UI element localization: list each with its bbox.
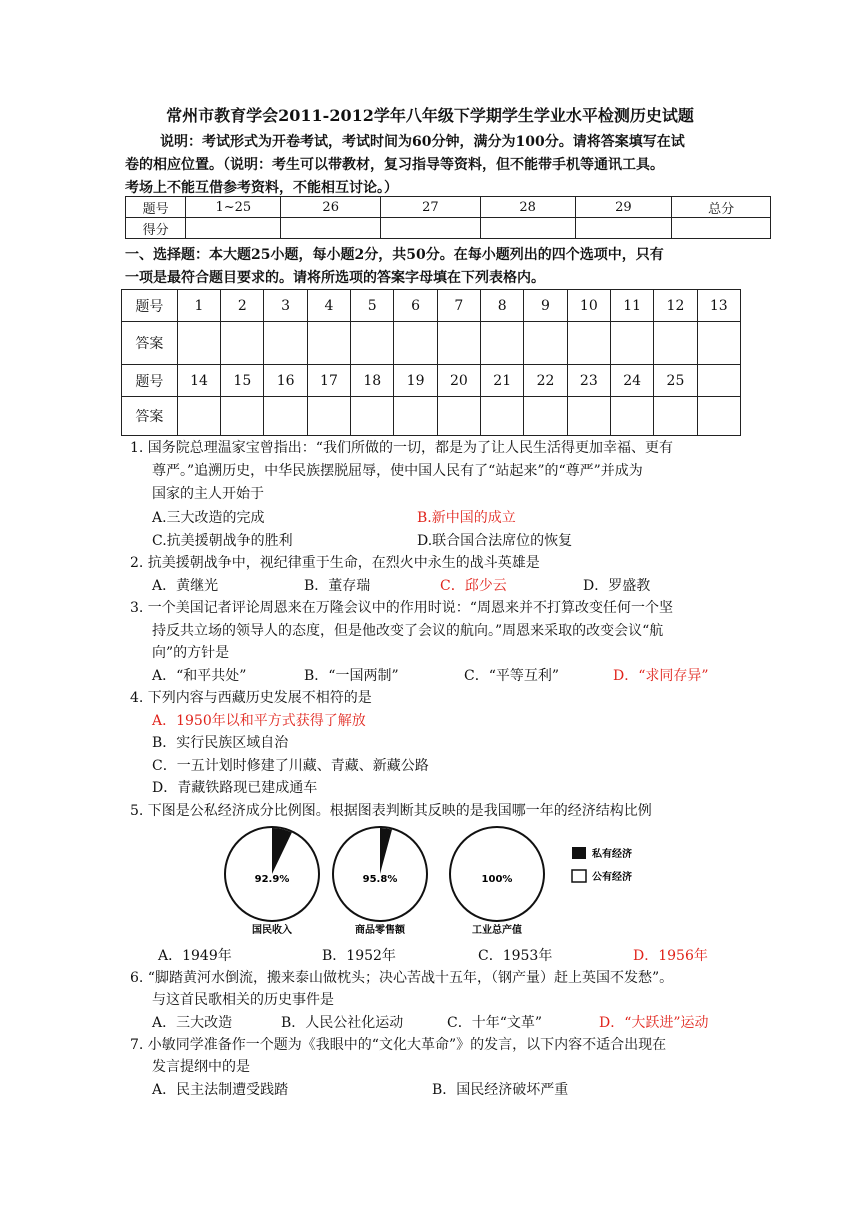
question-6-option-c[interactable]: C．十年“文革” <box>447 1015 543 1031</box>
note-line-2: 卷的相应位置。（说明：考生可以带教材，复习指导等资料，但不能带手机等通讯工具。 <box>125 157 664 173</box>
pie-2-percent-label: 95.8% <box>362 874 398 885</box>
question-number-cell: 18 <box>351 365 394 397</box>
note-line-1: 说明：考试形式为开卷考试，考试时间为60分钟，满分为100分。请将答案填写在试 <box>160 134 685 150</box>
question-number-cell: 13 <box>697 290 740 322</box>
answer-cell[interactable] <box>697 397 740 436</box>
question-6-option-d[interactable]: D．“大跃进”运动 <box>599 1015 709 1031</box>
question-1-line-1: 1. 国务院总理温家宝曾指出：“我们所做的一切，都是为了让人民生活得更加幸福、更有 <box>130 440 673 456</box>
question-3-line-2: 持反共立场的领导人的态度，但是他改变了会议的航向。”周恩来采取的改变会议“航 <box>152 623 664 639</box>
question-3-option-b[interactable]: B．“一国两制” <box>304 668 399 684</box>
question-7-line-2: 发言提纲中的是 <box>152 1059 250 1075</box>
pie-chart-1 <box>225 827 319 936</box>
answer-cell[interactable] <box>264 397 307 436</box>
score-header-cell: 28 <box>480 197 575 218</box>
answer-cell[interactable] <box>221 322 264 365</box>
legend-public-label: 公有经济 <box>592 872 632 883</box>
answer-cell[interactable] <box>351 397 394 436</box>
score-table <box>125 196 771 239</box>
answer-number-row-1 <box>122 290 741 322</box>
question-2-option-c[interactable]: C．邱少云 <box>440 578 507 594</box>
question-4-line-1: 4. 下列内容与西藏历史发展不相符的是 <box>130 690 372 706</box>
answer-cell[interactable] <box>177 397 220 436</box>
pie-3-percent-label: 100% <box>481 874 513 885</box>
answer-cell[interactable] <box>221 397 264 436</box>
question-6-option-a[interactable]: A．三大改造 <box>152 1015 233 1031</box>
question-5-line-1: 5. 下图是公私经济成分比例图。根据图表判断其反映的是我国哪一年的经济结构比例 <box>130 803 652 819</box>
pie-chart-3 <box>450 827 544 936</box>
pie-1-caption: 国民收入 <box>252 925 292 936</box>
question-3-option-d[interactable]: D．“求同存异” <box>613 668 709 684</box>
question-2-option-d[interactable]: D．罗盛教 <box>583 578 651 594</box>
question-number-cell: 5 <box>351 290 394 322</box>
legend-private-label: 私有经济 <box>592 849 632 860</box>
question-number-cell: 2 <box>221 290 264 322</box>
question-number-cell: 3 <box>264 290 307 322</box>
question-number-cell: 19 <box>394 365 437 397</box>
question-1-option-c[interactable]: C.抗美援朝战争的胜利 <box>152 533 293 549</box>
answer-cell[interactable] <box>610 322 653 365</box>
question-3-option-c[interactable]: C．“平等互利” <box>464 668 560 684</box>
answer-label-answer: 答案 <box>122 322 178 365</box>
question-number-cell: 25 <box>654 365 697 397</box>
question-4-option-d[interactable]: D．青藏铁路现已建成通车 <box>152 780 318 796</box>
score-header-cell: 26 <box>281 197 381 218</box>
score-input-cell[interactable] <box>186 218 281 239</box>
question-4-option-c[interactable]: C．一五计划时修建了川藏、青藏、新藏公路 <box>152 758 429 774</box>
answer-cell[interactable] <box>524 397 567 436</box>
answer-cell[interactable] <box>567 322 610 365</box>
pie-3-caption: 工业总产值 <box>472 925 522 936</box>
score-row-label: 得分 <box>126 218 186 239</box>
answer-cell[interactable] <box>177 322 220 365</box>
question-number-cell: 7 <box>437 290 480 322</box>
question-number-cell: 6 <box>394 290 437 322</box>
section-heading-line-1: 一、选择题：本大题25小题，每小题2分，共50分。在每小题列出的四个选项中，只有 <box>125 247 664 263</box>
score-header-total: 总分 <box>672 197 771 218</box>
page-title: 常州市教育学会2011-2012学年八年级下学期学生学业水平检测历史试题 <box>166 106 694 125</box>
section-heading-line-2: 一项是最符合题目要求的。请将所选项的答案字母填在下列表格内。 <box>125 270 545 286</box>
score-header-cell: 29 <box>575 197 672 218</box>
answer-cell[interactable] <box>654 322 697 365</box>
score-input-cell[interactable] <box>672 218 771 239</box>
answer-label-answer: 答案 <box>122 397 178 436</box>
question-3-line-3: 向”的方针是 <box>152 645 230 661</box>
question-2-option-a[interactable]: A．黄继光 <box>152 578 219 594</box>
answer-cell[interactable] <box>610 397 653 436</box>
question-2-line-1: 2. 抗美援朝战争中，视纪律重于生命，在烈火中永生的战斗英雄是 <box>130 555 540 571</box>
economy-pie-charts <box>222 826 722 942</box>
question-number-cell: 20 <box>437 365 480 397</box>
answer-table <box>121 289 741 436</box>
answer-label-number: 题号 <box>122 365 178 397</box>
question-3-option-a[interactable]: A．“和平共处” <box>152 668 247 684</box>
answer-cell[interactable] <box>654 397 697 436</box>
answer-cell[interactable] <box>481 322 524 365</box>
pie-chart-2 <box>333 827 427 936</box>
question-1-option-b[interactable]: B.新中国的成立 <box>417 510 516 526</box>
question-5-option-d[interactable]: D．1956年 <box>633 948 708 964</box>
question-3-line-1: 3. 一个美国记者评论周恩来在万隆会议中的作用时说：“周恩来并不打算改变任何一个坚 <box>130 600 673 616</box>
answer-cell[interactable] <box>697 322 740 365</box>
pie-legend <box>572 847 632 883</box>
note-line-3: 考场上不能互借参考资料，不能相互讨论。） <box>125 180 398 196</box>
question-1-option-d[interactable]: D.联合国合法席位的恢复 <box>417 533 573 549</box>
question-7-line-1: 7. 小敏同学准备作一个题为《我眼中的“文化大革命”》的发言，以下内容不适合出现在 <box>130 1037 667 1053</box>
legend-public-swatch <box>572 870 586 882</box>
question-6-line-2: 与这首民歌相关的历史事件是 <box>152 992 334 1008</box>
question-number-cell: 9 <box>524 290 567 322</box>
score-input-cell[interactable] <box>381 218 481 239</box>
question-7-option-b[interactable]: B．国民经济破坏严重 <box>432 1082 569 1098</box>
question-6-option-b[interactable]: B．人民公社化运动 <box>281 1015 404 1031</box>
answer-cell[interactable] <box>264 322 307 365</box>
question-1-line-2: 尊严。”追溯历史，中华民族摆脱屈辱，使中国人民有了“站起来”的“尊严”并成为 <box>152 463 643 479</box>
question-number-cell: 17 <box>307 365 350 397</box>
question-4-option-a[interactable]: A．1950年以和平方式获得了解放 <box>152 713 366 729</box>
question-number-cell: 1 <box>177 290 220 322</box>
score-input-cell[interactable] <box>281 218 381 239</box>
question-number-cell: 15 <box>221 365 264 397</box>
question-number-cell: 24 <box>610 365 653 397</box>
answer-cell[interactable] <box>307 397 350 436</box>
question-number-cell: 11 <box>610 290 653 322</box>
question-number-cell: 16 <box>264 365 307 397</box>
pie-1-percent-label: 92.9% <box>254 874 290 885</box>
pie-2-caption: 商品零售额 <box>355 925 405 936</box>
question-number-cell: 21 <box>481 365 524 397</box>
question-4-option-b[interactable]: B．实行民族区域自治 <box>152 735 289 751</box>
question-5-option-a[interactable]: A．1949年 <box>158 948 232 964</box>
answer-cell[interactable] <box>394 397 437 436</box>
question-1-line-3: 国家的主人开始于 <box>152 486 264 502</box>
question-6-line-1: 6. “脚踏黄河水倒流，搬来泰山做枕头；决心苦战十五年，（钢产量）赶上英国不发愁”。 <box>130 970 674 986</box>
question-number-cell: 14 <box>177 365 220 397</box>
score-header-cell: 27 <box>381 197 481 218</box>
score-input-cell[interactable] <box>480 218 575 239</box>
answer-label-number: 题号 <box>122 290 178 322</box>
question-number-cell: 8 <box>481 290 524 322</box>
question-2-option-b[interactable]: B．董存瑞 <box>304 578 371 594</box>
answer-number-row-2 <box>122 365 741 397</box>
answer-cell[interactable] <box>437 322 480 365</box>
answer-cell[interactable] <box>351 322 394 365</box>
answer-input-row-2 <box>122 397 741 436</box>
question-1-option-a[interactable]: A.三大改造的完成 <box>152 510 265 526</box>
score-header-label: 题号 <box>126 197 186 218</box>
score-input-cell[interactable] <box>575 218 672 239</box>
question-number-cell: 4 <box>307 290 350 322</box>
answer-cell[interactable] <box>437 397 480 436</box>
legend-private-swatch <box>572 847 586 859</box>
answer-cell[interactable] <box>394 322 437 365</box>
answer-input-row-1 <box>122 322 741 365</box>
score-header-cell: 1~25 <box>186 197 281 218</box>
question-number-cell <box>697 365 740 397</box>
question-number-cell: 23 <box>567 365 610 397</box>
answer-cell[interactable] <box>567 397 610 436</box>
question-5-option-c[interactable]: C．1953年 <box>478 948 553 964</box>
question-number-cell: 22 <box>524 365 567 397</box>
answer-cell[interactable] <box>307 322 350 365</box>
question-number-cell: 10 <box>567 290 610 322</box>
question-5-option-b[interactable]: B．1952年 <box>322 948 396 964</box>
question-7-option-a[interactable]: A．民主法制遭受践踏 <box>152 1082 289 1098</box>
answer-cell[interactable] <box>481 397 524 436</box>
answer-cell[interactable] <box>524 322 567 365</box>
question-number-cell: 12 <box>654 290 697 322</box>
